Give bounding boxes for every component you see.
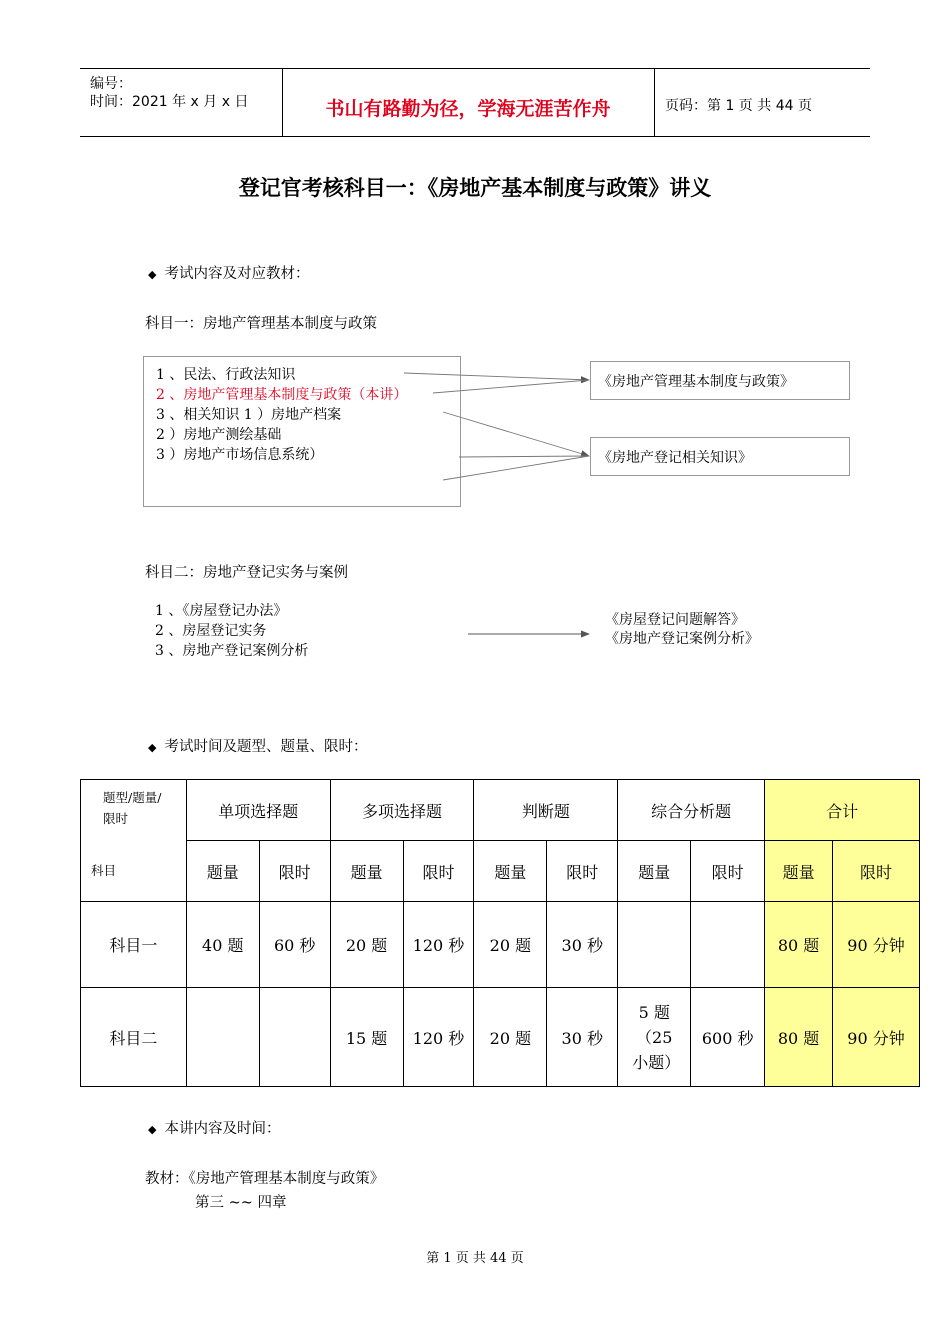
section-heading-exam bbox=[148, 735, 367, 756]
exam-table bbox=[80, 779, 920, 1087]
subject1-topic: 3 、相关知识 1 ）房地产档案 bbox=[156, 407, 342, 423]
subject1-topic: 2 ）房地产测绘基础 bbox=[156, 427, 282, 443]
column-header: 限时 bbox=[691, 841, 765, 902]
column-header: 题量 bbox=[330, 841, 403, 902]
corner-label: 限时 bbox=[103, 810, 129, 826]
table-cell: 30 秒 bbox=[547, 988, 618, 1087]
arrow-line bbox=[404, 373, 589, 380]
column-group-header: 多项选择题 bbox=[330, 780, 474, 841]
page-number-label: 页码：第 1 页 共 44 页 bbox=[665, 98, 812, 114]
table-cell: 20 题 bbox=[474, 988, 547, 1087]
page-title: 登记官考核科目一：《房地产基本制度与政策》讲义 bbox=[238, 176, 712, 200]
subject1-topic: 3 ）房地产市场信息系统） bbox=[156, 447, 324, 463]
column-header: 题量 bbox=[765, 841, 833, 902]
table-cell: 20 题 bbox=[330, 902, 403, 988]
table-cell: 120 秒 bbox=[403, 988, 474, 1087]
table-cell: 90 分钟 bbox=[833, 902, 920, 988]
table-row bbox=[81, 988, 920, 1087]
arrow-line bbox=[443, 412, 589, 456]
table-cell: 5 题（25 小题） bbox=[618, 988, 691, 1087]
subject2-topic: 3 、房地产登记案例分析 bbox=[155, 643, 309, 659]
subject2-topic: 2 、房屋登记实务 bbox=[155, 623, 267, 639]
row-header: 科目一 bbox=[81, 902, 187, 988]
arrow-line bbox=[433, 380, 589, 393]
corner-label: 题型/题量/ bbox=[103, 789, 162, 805]
textbook-title: 《房地产登记相关知识》 bbox=[598, 450, 752, 466]
table-row bbox=[81, 902, 920, 988]
diamond-bullet-icon: ◆ bbox=[148, 741, 157, 754]
row-header: 科目二 bbox=[81, 988, 187, 1087]
textbook-title: 《房地产登记案例分析》 bbox=[605, 631, 759, 647]
chapters-line: 第三 ~~ 四章 bbox=[195, 1195, 287, 1211]
table-cell: 30 秒 bbox=[547, 902, 618, 988]
table-cell: 80 题 bbox=[765, 988, 833, 1087]
section-heading-text: 本讲内容及时间： bbox=[164, 1121, 281, 1137]
column-group-header: 综合分析题 bbox=[618, 780, 765, 841]
document-number-label: 编号： bbox=[90, 76, 132, 92]
section-heading-text: 考试内容及对应教材： bbox=[164, 266, 310, 282]
table-corner-cell bbox=[81, 780, 187, 902]
page-footer: 第 1 页 共 44 页 bbox=[426, 1251, 524, 1266]
table-cell: 120 秒 bbox=[403, 902, 474, 988]
column-group-header: 单项选择题 bbox=[186, 780, 330, 841]
table-cell bbox=[618, 902, 691, 988]
column-header: 限时 bbox=[259, 841, 330, 902]
table-cell: 40 题 bbox=[186, 902, 259, 988]
table-cell bbox=[691, 902, 765, 988]
table-cell: 600 秒 bbox=[691, 988, 765, 1087]
subject1-topic: 1 、民法、行政法知识 bbox=[156, 367, 296, 383]
textbook-line: 教材：《房地产管理基本制度与政策》 bbox=[145, 1171, 385, 1187]
table-cell: 80 题 bbox=[765, 902, 833, 988]
table-cell bbox=[186, 988, 259, 1087]
section-heading-text: 考试时间及题型、题量、限时： bbox=[164, 739, 368, 755]
table-cell: 90 分钟 bbox=[833, 988, 920, 1087]
column-group-header-total: 合计 bbox=[765, 780, 920, 841]
column-header: 题量 bbox=[186, 841, 259, 902]
subject1-topic-current: 2 、房地产管理基本制度与政策（本讲） bbox=[156, 387, 408, 403]
column-header: 题量 bbox=[474, 841, 547, 902]
section-heading-lecture bbox=[148, 1117, 280, 1138]
column-group-header: 判断题 bbox=[474, 780, 618, 841]
table-cell: 15 题 bbox=[330, 988, 403, 1087]
diamond-bullet-icon: ◆ bbox=[148, 1123, 157, 1136]
document-date: 时间：2021 年 x 月 x 日 bbox=[90, 94, 249, 110]
arrow-line bbox=[443, 456, 589, 480]
column-header: 限时 bbox=[547, 841, 618, 902]
subject1-label: 科目一：房地产管理基本制度与政策 bbox=[145, 316, 377, 332]
subject2-topic: 1 、《房屋登记办法》 bbox=[155, 603, 288, 619]
corner-label: 科目 bbox=[91, 862, 117, 878]
table-cell bbox=[259, 988, 330, 1087]
diamond-bullet-icon: ◆ bbox=[148, 268, 157, 281]
subject2-label: 科目二：房地产登记实务与案例 bbox=[145, 565, 348, 581]
table-cell: 20 题 bbox=[474, 902, 547, 988]
arrow-line bbox=[459, 456, 589, 457]
table-cell: 60 秒 bbox=[259, 902, 330, 988]
column-header: 题量 bbox=[618, 841, 691, 902]
column-header: 限时 bbox=[403, 841, 474, 902]
textbook-title: 《房屋登记问题解答》 bbox=[605, 612, 745, 628]
column-header: 限时 bbox=[833, 841, 920, 902]
header-motto: 书山有路勤为径，学海无涯苦作舟 bbox=[325, 98, 611, 120]
textbook-title: 《房地产管理基本制度与政策》 bbox=[598, 374, 794, 390]
